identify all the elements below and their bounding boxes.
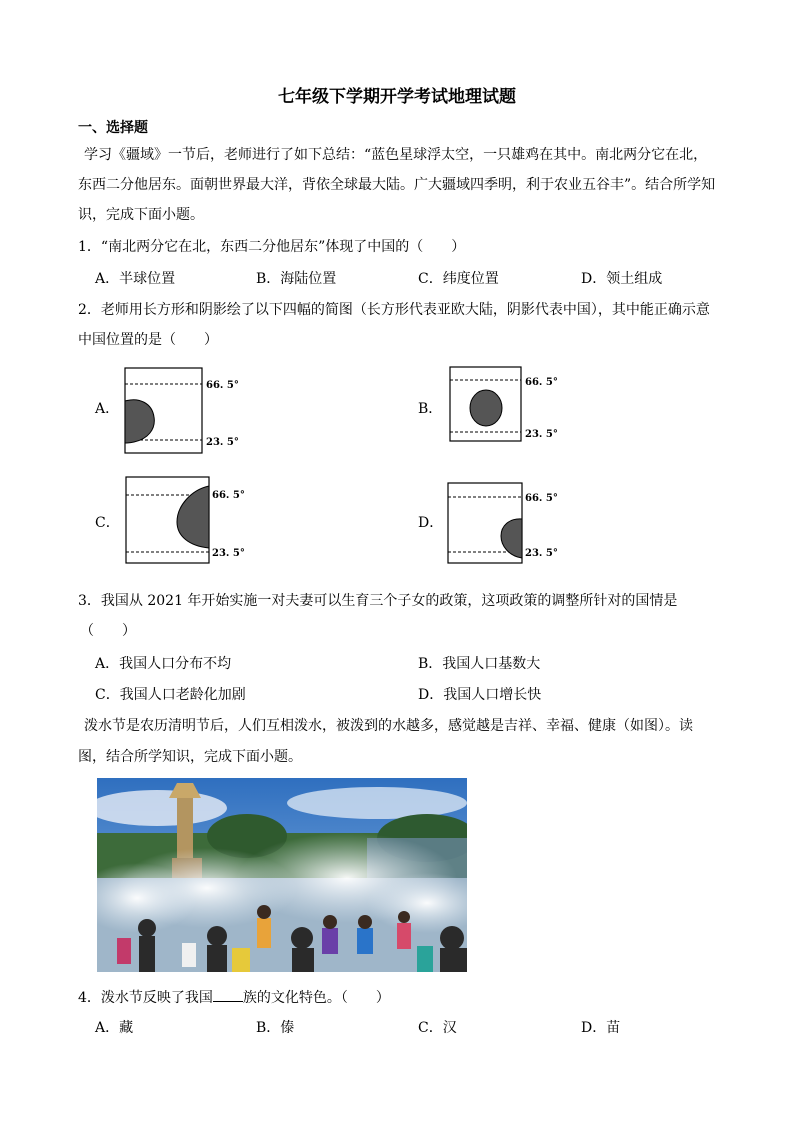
page-title: 七年级下学期开学考试地理试题 [278,87,516,107]
latitude-label-top: 66. 5° [525,377,558,388]
question-3-option-b[interactable]: B．我国人口基数大 [418,656,541,672]
water-festival-illustration [97,778,467,972]
latitude-label-top: 66. 5° [525,493,558,504]
latitude-label-bottom: 23. 5° [206,437,239,448]
diagram-b [449,366,569,444]
question-4-stem [78,987,390,1007]
latitude-label-top: 66. 5° [212,490,245,501]
question-1-option-b[interactable]: B．海陆位置 [256,271,337,287]
question-3-option-c[interactable]: C．我国人口老龄化加剧 [95,687,246,703]
question-3-stem: （ ） [80,623,136,639]
latitude-label-bottom: 23. 5° [212,548,245,559]
question-2-option-a[interactable]: A． [95,401,120,417]
diagram-d [447,482,572,566]
latitude-label-top: 66. 5° [206,380,239,391]
intro-paragraph-line: 图，结合所学知识，完成下面小题。 [78,749,302,765]
question-1-option-d[interactable]: D．领土组成 [581,271,663,287]
question-4-option-d[interactable]: D．苗 [581,1020,621,1036]
question-4-option-a[interactable]: A．藏 [95,1020,134,1036]
question-1-stem: 1．“南北两分它在北，东西二分他居东”体现了中国的（ ） [78,239,466,255]
intro-paragraph-line: 学习《疆域》一节后，老师进行了如下总结：“蓝色星球浮太空，一只雄鸡在其中。南北两分它在北， [84,147,708,163]
china-shade [470,390,502,426]
question-1-option-a[interactable]: A．半球位置 [95,271,176,287]
intro-paragraph-line: 东西二分他居东。面朝世界最大洋，背依全球最大陆。广大疆域四季明，利于农业五谷丰”。结合所学知 [78,177,716,193]
latitude-label-bottom: 23. 5° [525,429,558,440]
question-2-option-b[interactable]: B． [418,401,443,417]
diagram-c [125,476,255,566]
question-4-option-c[interactable]: C．汉 [418,1020,457,1036]
question-4-option-b[interactable]: B．傣 [256,1020,295,1036]
question-1-option-c[interactable]: C．纬度位置 [418,271,499,287]
question-2-option-c[interactable]: C． [95,515,120,531]
section-heading: 一、选择题 [78,120,148,136]
answer-blank [213,987,243,1002]
question-3-option-d[interactable]: D．我国人口增长快 [418,687,542,703]
intro-paragraph-line: 泼水节是农历清明节后，人们互相泼水，被泼到的水越多，感觉越是吉祥、幸福、健康（如图）。读 [84,718,693,734]
intro-paragraph-line: 识，完成下面小题。 [78,207,204,223]
question-3-option-a[interactable]: A．我国人口分布不均 [95,656,232,672]
question-3-stem: 3．我国从 2021 年开始实施一对夫妻可以生育三个子女的政策，这项政策的调整所针对的国情是 [78,593,678,609]
water-festival-photo [97,778,467,972]
question-4-stem-prefix: 4．泼水节反映了我国 [78,990,213,1006]
question-2-stem: 中国位置的是（ ） [78,332,218,348]
diagram-a [124,367,244,455]
question-4-stem-suffix: 族的文化特色。（ ） [242,990,390,1006]
question-2-stem: 2．老师用长方形和阴影绘了以下四幅的简图（长方形代表亚欧大陆，阴影代表中国），其中能正确示意 [78,302,710,318]
question-2-option-d[interactable]: D． [418,515,444,531]
latitude-label-bottom: 23. 5° [525,548,558,559]
